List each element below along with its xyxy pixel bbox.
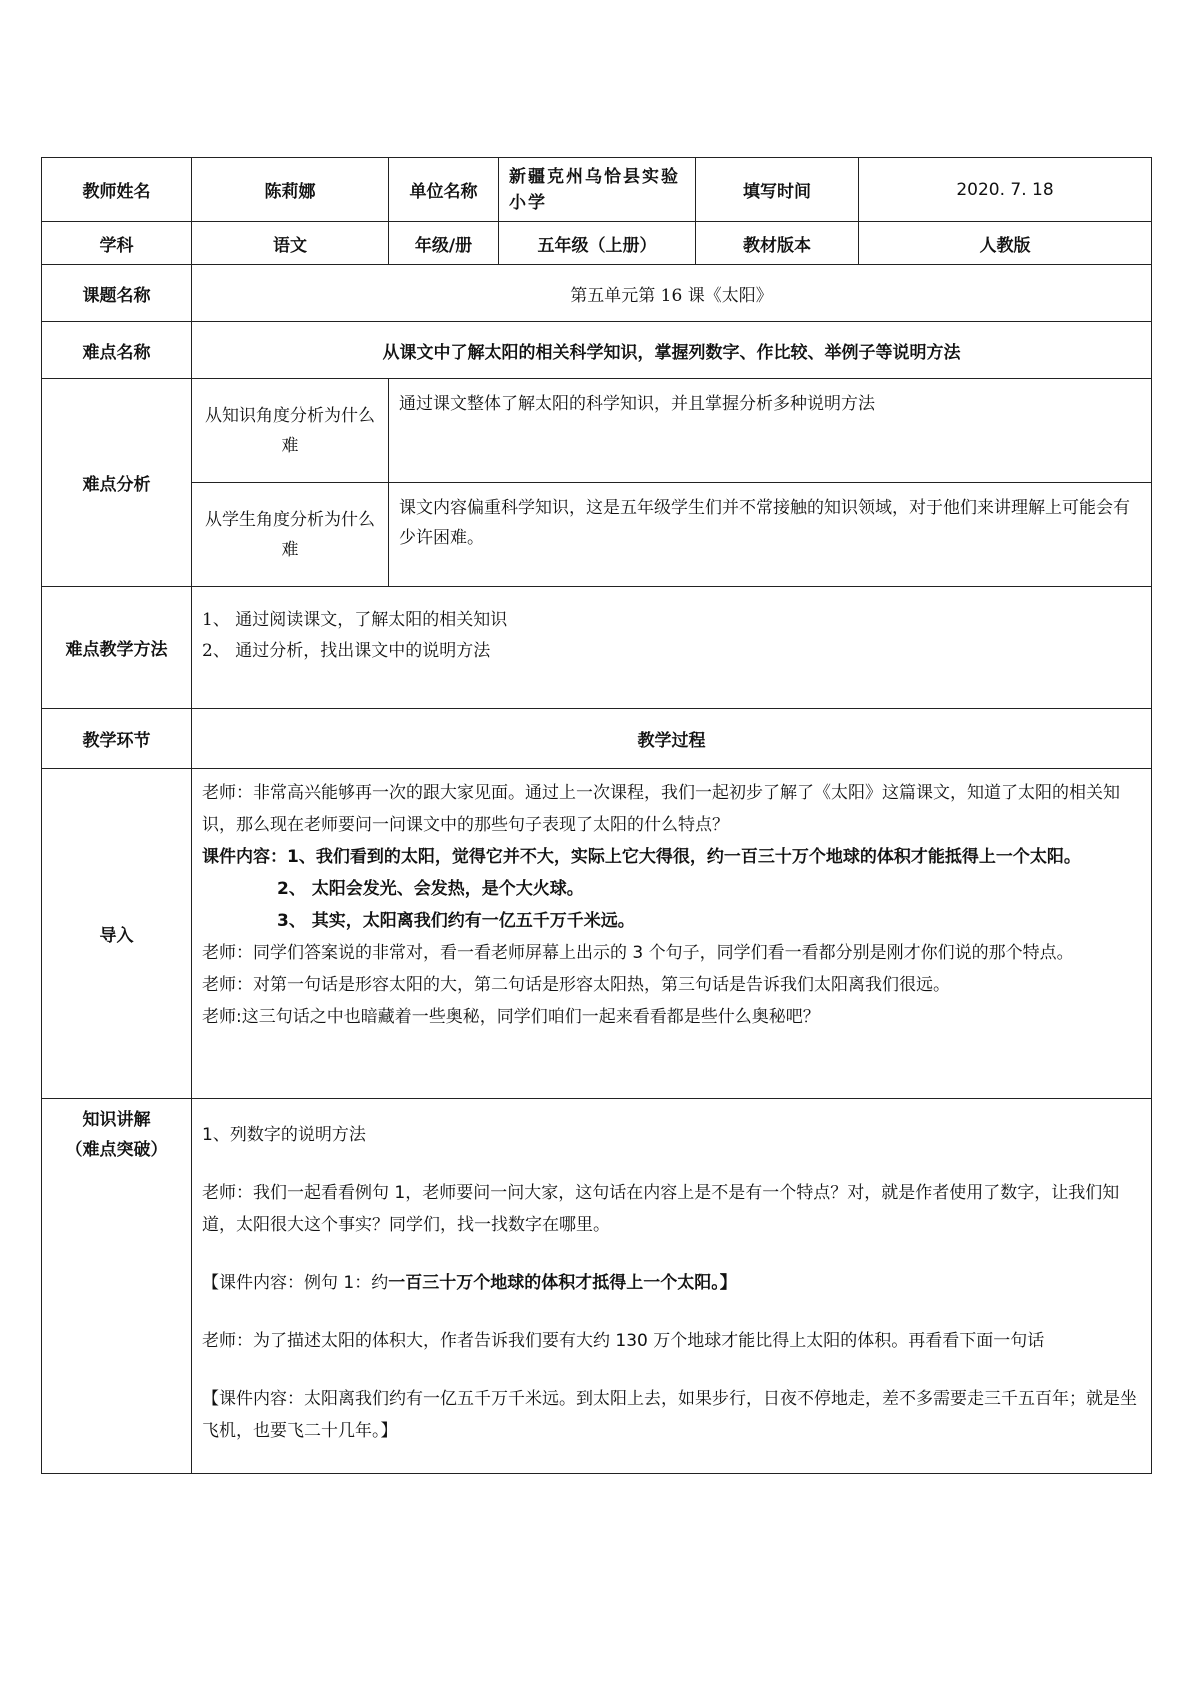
teacher-name-label: 教师姓名 — [42, 158, 192, 222]
intro-label: 导入 — [42, 769, 192, 1099]
courseware-prefix: 【课件内容：例句 1：约 — [202, 1273, 389, 1293]
method-list — [192, 587, 1152, 709]
difficulty-label: 难点名称 — [42, 322, 192, 379]
process-header: 教学过程 — [192, 709, 1152, 769]
grade-value: 五年级（上册） — [499, 222, 696, 265]
intro-courseware-item: 3、 其实，太阳离我们约有一亿五千万千米远。 — [277, 911, 635, 931]
intro-paragraph: 老师：对第一句话是形容太阳的大，第二句话是形容太阳热，第三句话是告诉我们太阳离我们很远。 — [202, 975, 950, 995]
knowledge-content — [192, 1099, 1152, 1474]
grade-label: 年级/册 — [389, 222, 499, 265]
knowledge-angle-value: 通过课文整体了解太阳的科学知识，并且掌握分析多种说明方法 — [389, 379, 1152, 483]
knowledge-courseware: 【课件内容：太阳离我们约有一亿五千万千米远。到太阳上去，如果步行，日夜不停地走，差不多需要走三千五百年；就是坐飞机，也要飞二十几年。】 — [202, 1389, 1137, 1441]
difficulty-value: 从课文中了解太阳的相关科学知识，掌握列数字、作比较、举例子等说明方法 — [192, 322, 1152, 379]
unit-name-value: 新疆克州乌恰县实验小学 — [499, 158, 696, 222]
knowledge-label — [42, 1099, 192, 1474]
subject-label: 学科 — [42, 222, 192, 265]
knowledge-paragraph: 老师：为了描述太阳的体积大，作者告诉我们要有大约 130 万个地球才能比得上太阳的体积。再看看下面一句话 — [202, 1331, 1045, 1351]
student-angle-label: 从学生角度分析为什么难 — [192, 483, 389, 587]
knowledge-heading: 1、列数字的说明方法 — [202, 1125, 366, 1145]
fill-date-value: 2020. 7. 18 — [859, 158, 1152, 222]
method-item: 1、 通过阅读课文，了解太阳的相关知识 — [202, 610, 508, 630]
topic-value: 第五单元第 16 课《太阳》 — [192, 265, 1152, 322]
unit-name-label: 单位名称 — [389, 158, 499, 222]
method-item: 2、 通过分析，找出课文中的说明方法 — [202, 641, 491, 661]
knowledge-label-line: 知识讲解 — [82, 1110, 151, 1130]
teacher-name-value: 陈莉娜 — [192, 158, 389, 222]
knowledge-courseware — [202, 1267, 1141, 1299]
intro-courseware-item: 2、 太阳会发光、会发热，是个大火球。 — [277, 879, 584, 899]
process-stage-label: 教学环节 — [42, 709, 192, 769]
lesson-plan-table — [41, 157, 1152, 1474]
edition-label: 教材版本 — [696, 222, 859, 265]
analysis-label: 难点分析 — [42, 379, 192, 587]
topic-label: 课题名称 — [42, 265, 192, 322]
student-angle-value: 课文内容偏重科学知识，这是五年级学生们并不常接触的知识领域，对于他们来讲理解上可能会有少许困难。 — [389, 483, 1152, 587]
knowledge-label-line: （难点突破） — [65, 1140, 168, 1160]
fill-date-label: 填写时间 — [696, 158, 859, 222]
knowledge-angle-label: 从知识角度分析为什么难 — [192, 379, 389, 483]
intro-paragraph: 老师：同学们答案说的非常对，看一看老师屏幕上出示的 3 个句子，同学们看一看都分别是刚才你们说的那个特点。 — [202, 943, 1074, 963]
intro-paragraph: 老师：非常高兴能够再一次的跟大家见面。通过上一次课程，我们一起初步了解了《太阳》这篇课文，知道了太阳的相关知识，那么现在老师要问一问课文中的那些句子表现了太阳的什么特点？ — [202, 783, 1120, 835]
intro-courseware: 课件内容：1、我们看到的太阳，觉得它并不大，实际上它大得很，约一百三十万个地球的体积才能抵得上一个太阳。 — [202, 847, 1081, 867]
edition-value: 人教版 — [859, 222, 1152, 265]
subject-value: 语文 — [192, 222, 389, 265]
intro-paragraph: 老师:这三句话之中也暗藏着一些奥秘，同学们咱们一起来看看都是些什么奥秘吧？ — [202, 1007, 820, 1027]
knowledge-paragraph: 老师：我们一起看看例句 1，老师要问一问大家，这句话在内容上是不是有一个特点？对，就是作者使用了数字，让我们知道，太阳很大这个事实？同学们，找一找数字在哪里。 — [202, 1183, 1120, 1235]
courseware-emphasis: 一百三十万个地球的体积才抵得上一个太阳。】 — [388, 1273, 737, 1293]
method-label: 难点教学方法 — [42, 587, 192, 709]
intro-content — [192, 769, 1152, 1099]
